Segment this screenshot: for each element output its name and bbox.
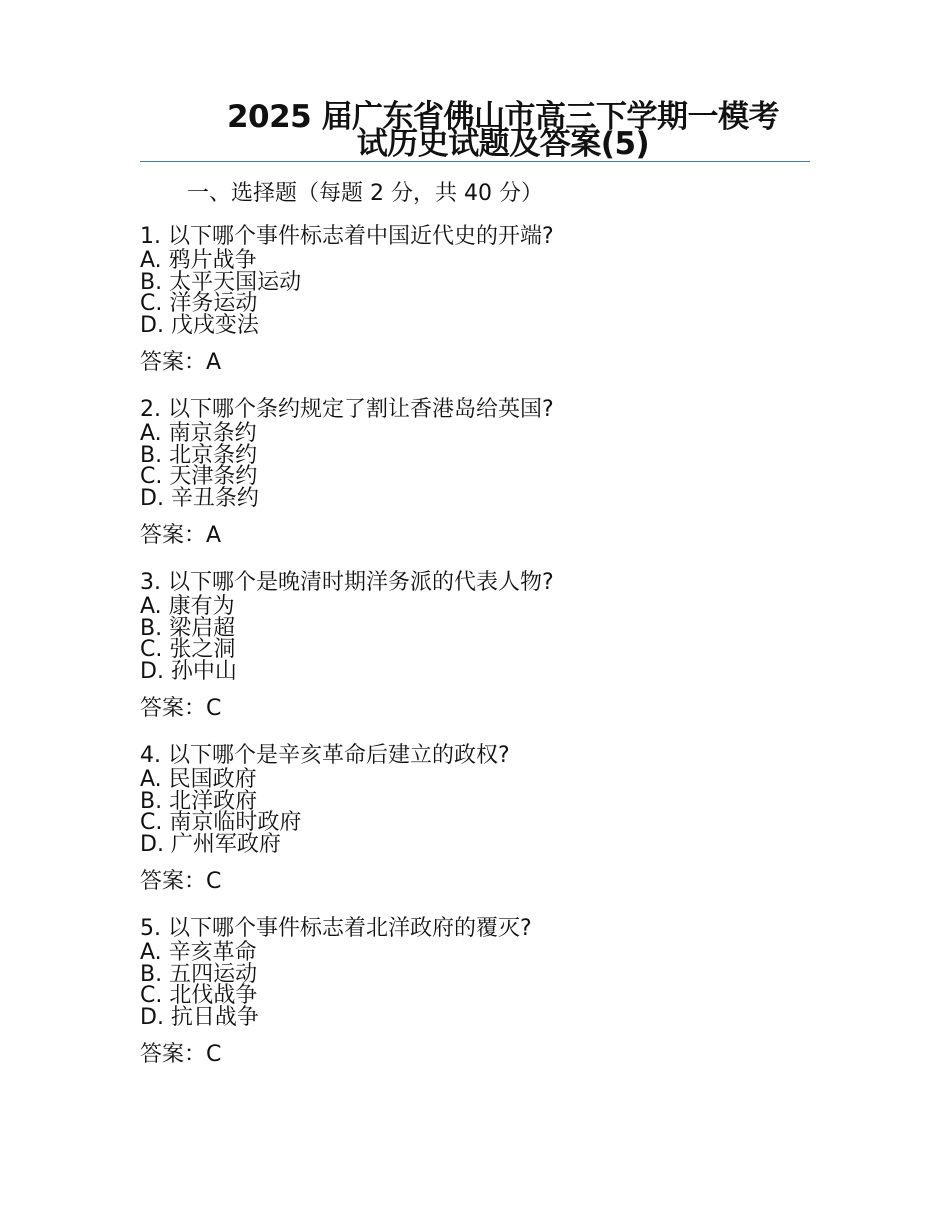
option-d: D. 辛丑条约 (140, 485, 259, 511)
page-title-line-1: 2025 届广东省佛山市高三下学期一模考 (226, 99, 780, 135)
option-a: A. 辛亥革命 (140, 940, 257, 965)
option-c: C. 天津条约 (140, 464, 258, 489)
question-list (140, 224, 820, 1089)
option-d: D. 抗日战争 (140, 1004, 259, 1030)
option-b: B. 太平天国运动 (140, 269, 302, 295)
option-c: C. 张之洞 (140, 637, 236, 662)
answer-text: 答案：A (140, 523, 222, 548)
question-text: 1. 以下哪个事件标志着中国近代史的开端? (140, 224, 554, 249)
question-text: 2. 以下哪个条约规定了割让香港岛给英国? (140, 397, 554, 422)
question-text: 4. 以下哪个是辛亥革命后建立的政权? (140, 743, 510, 768)
question-2 (140, 397, 820, 570)
option-b: B. 北京条约 (140, 442, 258, 468)
answer-text: 答案：C (140, 696, 222, 721)
question-text: 5. 以下哪个事件标志着北洋政府的覆灭? (140, 916, 532, 941)
option-b: B. 五四运动 (140, 961, 258, 987)
question-3 (140, 570, 820, 743)
option-d: D. 戊戌变法 (140, 312, 259, 338)
answer-text: 答案：C (140, 869, 222, 894)
question-4 (140, 743, 820, 916)
option-c: C. 南京临时政府 (140, 810, 302, 835)
title-divider (140, 161, 810, 162)
option-d: D. 广州军政府 (140, 831, 281, 857)
option-c: C. 洋务运动 (140, 291, 258, 316)
option-b: B. 北洋政府 (140, 788, 258, 814)
option-a: A. 康有为 (140, 594, 235, 619)
question-text: 3. 以下哪个是晚清时期洋务派的代表人物? (140, 570, 554, 595)
option-c: C. 北伐战争 (140, 983, 258, 1008)
answer-text: 答案：A (140, 350, 222, 375)
question-1 (140, 224, 820, 397)
option-a: A. 民国政府 (140, 767, 257, 792)
option-a: A. 鸦片战争 (140, 248, 257, 273)
page-title (140, 99, 810, 162)
question-5 (140, 916, 820, 1089)
option-b: B. 梁启超 (140, 615, 236, 641)
page-title-line-2: 试历史试题及答案(5) (356, 126, 650, 162)
answer-text: 答案：C (140, 1042, 222, 1067)
option-a: A. 南京条约 (140, 421, 257, 446)
section-heading: 一、选择题（每题 2 分，共 40 分） (187, 181, 543, 206)
option-d: D. 孙中山 (140, 658, 237, 684)
